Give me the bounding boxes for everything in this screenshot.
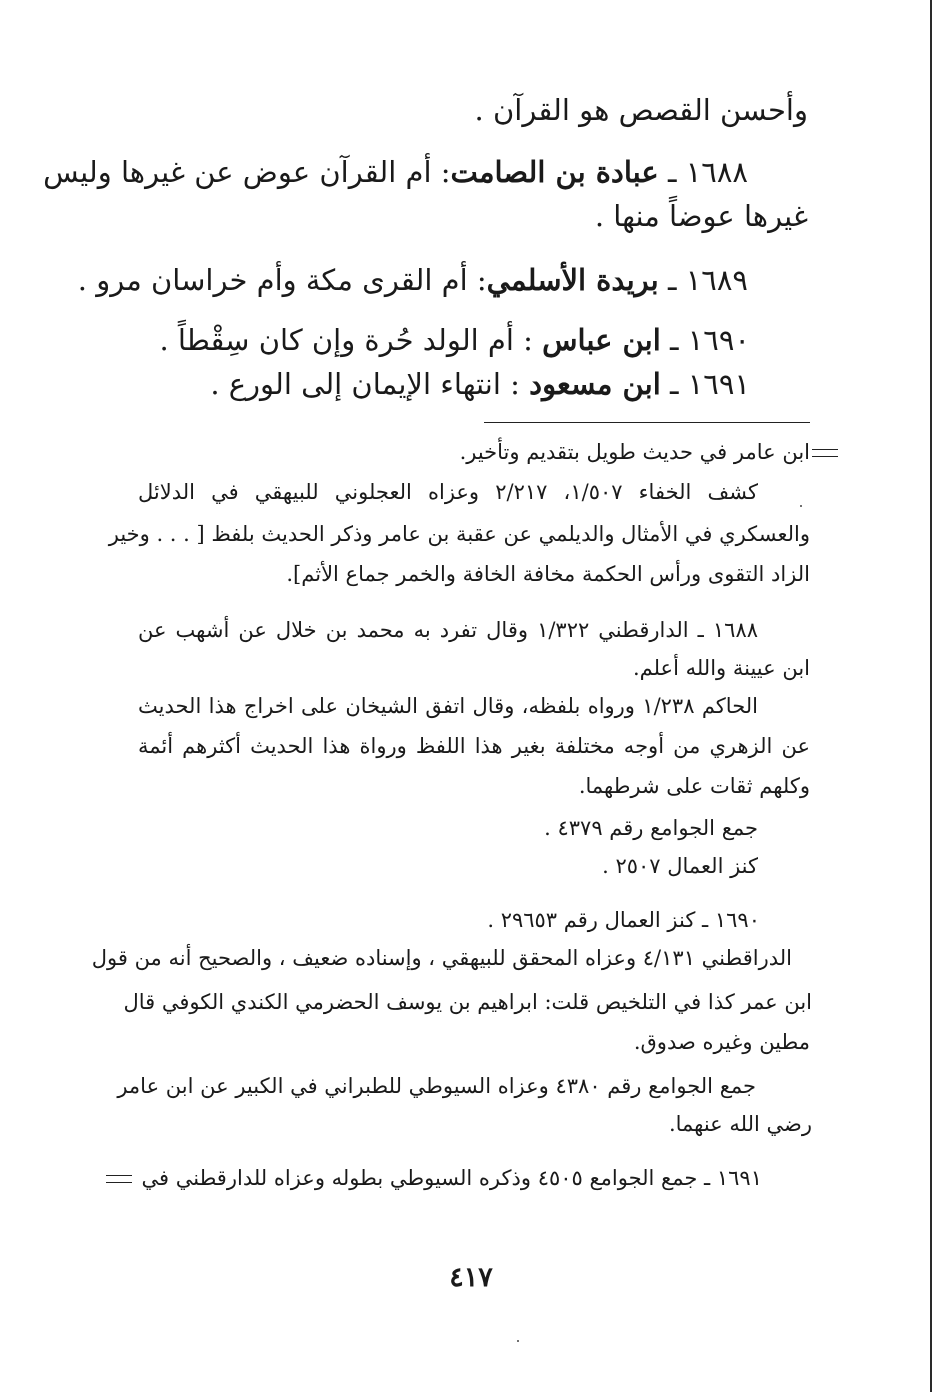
footnote-line: وكلهم ثقات على شرطهما.: [578, 774, 810, 798]
footnote-line: جمع الجوامع رقم ٤٣٨٠ وعزاه السيوطي للطبراني في الكبير عن ابن عامر: [117, 1074, 756, 1098]
hadith-1688-line-2: غيرها عوضاً منها .: [594, 199, 808, 233]
hadith-text: : أم القرآن عوض عن غيرها وليس: [43, 155, 451, 189]
hadith-1688-line-1: [43, 150, 748, 196]
footnote-line: كشف الخفاء ١/٥٠٧، ٢/٢١٧ وعزاه العجلوني للبيهقي في الدلائل: [138, 480, 758, 504]
footnote-line: جمع الجوامع رقم ٤٣٧٩ .: [544, 816, 758, 840]
footnote-line: ١٦٩١ ـ جمع الجوامع ٤٥٠٥ وذكره السيوطي بطوله وعزاه للدارقطني في: [141, 1166, 762, 1190]
footnote-line: رضي الله عنهما.: [668, 1112, 812, 1136]
narrator-name: ابن عباس: [542, 323, 661, 357]
page-number: ٤١٧: [449, 1262, 493, 1293]
hadith-number: ١٦٩٠ ـ: [669, 323, 750, 357]
hadith-number: ١٦٨٩ ـ: [667, 263, 748, 297]
footnote-line: الدراقطني ٤/١٣١ وعزاه المحقق للبيهقي ، وإسناده ضعيف ، والصحيح أنه من قول: [91, 946, 792, 970]
footnote-line: عن الزهري من أوجه مختلفة بغير هذا اللفظ ورواة هذا الحديث أكثرهم أئمة: [138, 734, 810, 758]
scan-speck: [800, 505, 802, 507]
hadith-1690-line: [159, 318, 750, 364]
scan-speck: [517, 1340, 519, 1342]
hadith-1691-line: [210, 362, 750, 408]
hadith-text: : أم القرى مكة وأم خراسان مرو .: [77, 263, 487, 297]
narrator-name: ابن مسعود: [529, 367, 661, 401]
footnote-line: الحاكم ١/٢٣٨ ورواه بلفظه، وقال اتفق الشيخان على اخراج هذا الحديث: [138, 694, 758, 718]
narrator-name: بريدة الأسلمي: [486, 263, 659, 297]
hadith-text: : أم الولد حُرة وإن كان سِقْطاً .: [159, 323, 543, 357]
footnote-line: كنز العمال ٢٥٠٧ .: [602, 854, 758, 878]
page-edge-rule: [930, 0, 932, 1392]
footnote-line: الزاد التقوى ورأس الحكمة مخافة الخافة والخمر جماع الأثم].: [286, 562, 810, 586]
hadith-1689-line: [77, 258, 748, 304]
footnote-line: ١٦٩٠ ـ كنز العمال رقم ٢٩٦٥٣ .: [487, 908, 760, 932]
footnote-line: ابن عيينة والله أعلم.: [632, 656, 810, 680]
hadith-number: ١٦٨٨ ـ: [667, 155, 748, 189]
footnote-continuation: ابن عامر في حديث طويل بتقديم وتأخير.: [459, 440, 810, 464]
footnote-separator: [484, 422, 810, 423]
footnote-line: مطين وغيره صدوق.: [633, 1030, 810, 1054]
hadith-text: : انتهاء الإيمان إلى الورع .: [210, 367, 530, 401]
continuation-mark: [812, 449, 838, 457]
footnote-line: والعسكري في الأمثال والديلمي عن عقبة بن عامر وذكر الحديث بلفظ [ . . . وخير: [108, 522, 810, 546]
hadith-number: ١٦٩١ ـ: [669, 367, 750, 401]
footnote-line: ابن عمر كذا في التلخيص قلت: ابراهيم بن يوسف الحضرمي الكندي الكوفي قال: [123, 990, 812, 1014]
footnote-line: ١٦٨٨ ـ الدارقطني ١/٣٢٢ وقال تفرد به محمد بن خلال عن أشهب عن: [138, 618, 759, 642]
continuation-mark: [106, 1175, 132, 1183]
intro-line: وأحسن القصص هو القرآن .: [474, 93, 808, 127]
narrator-name: عبادة بن الصامت: [450, 155, 659, 189]
